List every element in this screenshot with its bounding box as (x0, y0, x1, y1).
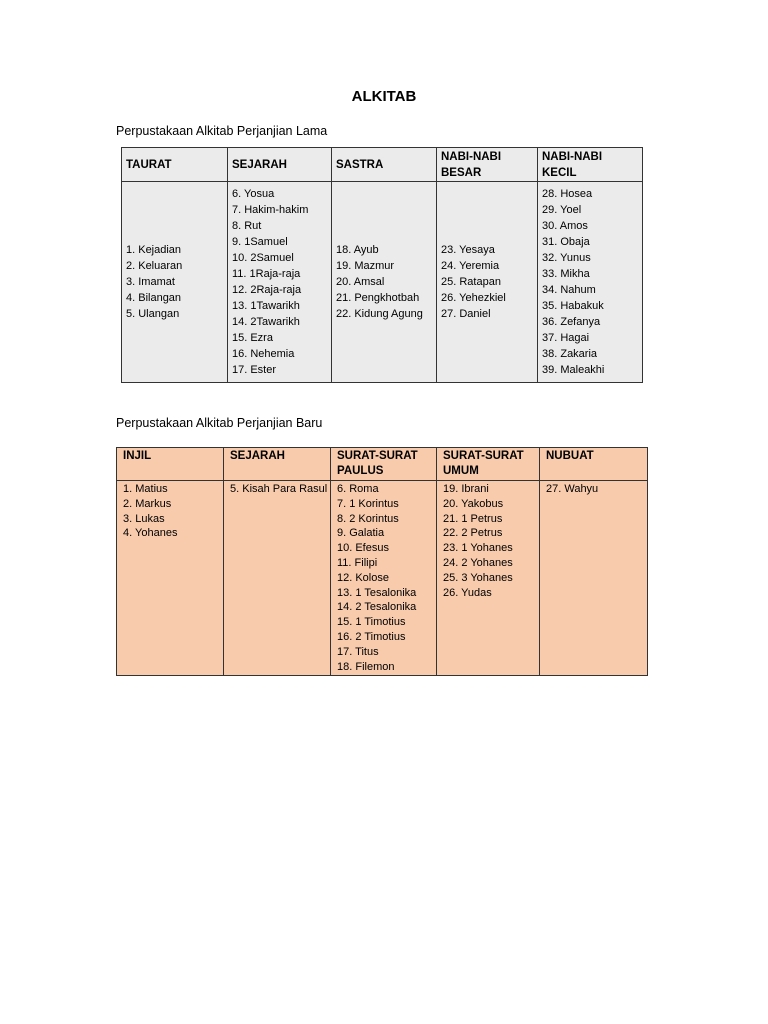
list-item: 13. 1 Tesalonika (337, 586, 417, 599)
list-item: 31. Obaja (542, 236, 590, 248)
list-item: 23. 1 Yohanes (443, 542, 513, 555)
list-item: 4. Bilangan (126, 292, 182, 304)
list-item: 24. 2 Yohanes (443, 556, 513, 569)
list-item: 18. Ayub (336, 244, 379, 256)
taurat-cell (122, 182, 228, 383)
list-item: 22. Kidung Agung (336, 308, 423, 320)
table-row (122, 182, 643, 383)
list-item: 28. Hosea (542, 188, 593, 200)
old-testament-table (121, 147, 643, 383)
table-header-row (117, 448, 648, 481)
list-item: 10. 2Samuel (232, 252, 294, 264)
list-item: 20. Yakobus (443, 497, 504, 510)
document-title: ALKITAB (351, 88, 417, 105)
sejarah-cell (224, 481, 331, 676)
list-item: 19. Ibrani (443, 483, 489, 495)
list-item: 2. Markus (123, 497, 172, 510)
list-item: 4. Yohanes (123, 527, 178, 540)
list-item: 34. Nahum (542, 284, 596, 296)
list-item: 15. Ezra (232, 332, 273, 344)
list-item: 7. 1 Korintus (337, 497, 399, 510)
list-item: 9. 1Samuel (232, 236, 288, 248)
list-item: 17. Ester (232, 364, 277, 376)
nabi-kecil-cell (538, 182, 643, 383)
list-item: 1. Matius (123, 483, 168, 495)
list-item: 6. Yosua (232, 188, 275, 200)
list-item: 20. Amsal (336, 276, 385, 288)
header-nabi-besar: NABI-NABI BESAR (437, 148, 538, 182)
header-nubuat: NUBUAT (540, 448, 648, 481)
list-item: 14. 2 Tesalonika (337, 601, 417, 614)
list-item: 19. Mazmur (336, 260, 395, 272)
list-item: 27. Daniel (441, 308, 491, 320)
list-item: 11. Filipi (337, 556, 378, 569)
list-item: 11. 1Raja-raja (232, 268, 301, 280)
list-item: 15. 1 Timotius (337, 616, 406, 629)
list-item: 35. Habakuk (542, 300, 604, 312)
list-item: 3. Imamat (126, 276, 175, 288)
list-item: 14. 2Tawarikh (232, 316, 300, 328)
list-item: 21. 1 Petrus (443, 512, 503, 525)
old-testament-caption: Perpustakaan Alkitab Perjanjian Lama (116, 124, 328, 138)
list-item: 24. Yeremia (441, 260, 500, 272)
list-item: 33. Mikha (542, 268, 590, 280)
nubuat-cell (540, 481, 648, 676)
list-item: 23. Yesaya (441, 244, 495, 256)
new-testament-table (116, 447, 648, 676)
table-header-row (122, 148, 643, 182)
list-item: 25. 3 Yohanes (443, 571, 513, 584)
list-item: 16. Nehemia (232, 348, 295, 360)
list-item: 26. Yehezkiel (441, 292, 506, 304)
list-item: 29. Yoel (542, 204, 582, 216)
header-surat-paulus: SURAT-SURAT PAULUS (331, 448, 437, 481)
surat-paulus-cell (331, 481, 437, 676)
list-item: 6. Roma (337, 483, 379, 495)
list-item: 37. Hagai (542, 332, 590, 344)
list-item: 17. Titus (337, 645, 379, 658)
list-item: 39. Maleakhi (542, 364, 605, 376)
list-item: 3. Lukas (123, 512, 165, 525)
nabi-besar-cell (437, 182, 538, 383)
header-sejarah: SEJARAH (228, 148, 332, 182)
header-taurat: TAURAT (122, 148, 228, 182)
list-item: 1. Kejadian (126, 244, 182, 256)
list-item: 21. Pengkhotbah (336, 292, 420, 304)
list-item: 27. Wahyu (546, 483, 599, 495)
list-item: 36. Zefanya (542, 316, 601, 328)
sastra-cell (332, 182, 437, 383)
list-item: 16. 2 Timotius (337, 630, 406, 643)
list-item: 12. Kolose (337, 571, 389, 584)
list-item: 8. Rut (232, 220, 262, 232)
header-injil: INJIL (117, 448, 224, 481)
header-sastra: SASTRA (332, 148, 437, 182)
new-testament-caption: Perpustakaan Alkitab Perjanjian Baru (116, 416, 323, 430)
list-item: 38. Zakaria (542, 348, 598, 360)
sejarah-cell (228, 182, 332, 383)
list-item: 5. Kisah Para Rasul (230, 483, 328, 495)
list-item: 30. Amos (542, 220, 588, 232)
table-row (117, 481, 648, 676)
list-item: 26. Yudas (443, 586, 492, 599)
list-item: 12. 2Raja-raja (232, 284, 302, 296)
list-item: 32. Yunus (542, 252, 591, 264)
header-nabi-kecil: NABI-NABI KECIL (538, 148, 643, 182)
list-item: 2. Keluaran (126, 260, 183, 272)
injil-cell (117, 481, 224, 676)
list-item: 25. Ratapan (441, 276, 501, 288)
list-item: 8. 2 Korintus (337, 512, 399, 525)
surat-umum-cell (437, 481, 540, 676)
list-item: 5. Ulangan (126, 308, 180, 320)
list-item: 13. 1Tawarikh (232, 300, 300, 312)
list-item: 7. Hakim-hakim (232, 204, 309, 216)
list-item: 22. 2 Petrus (443, 527, 503, 540)
list-item: 9. Galatia (337, 527, 385, 540)
list-item: 18. Filemon (337, 660, 395, 673)
header-surat-umum: SURAT-SURAT UMUM (437, 448, 540, 481)
list-item: 10. Efesus (337, 542, 389, 555)
header-sejarah: SEJARAH (224, 448, 331, 481)
